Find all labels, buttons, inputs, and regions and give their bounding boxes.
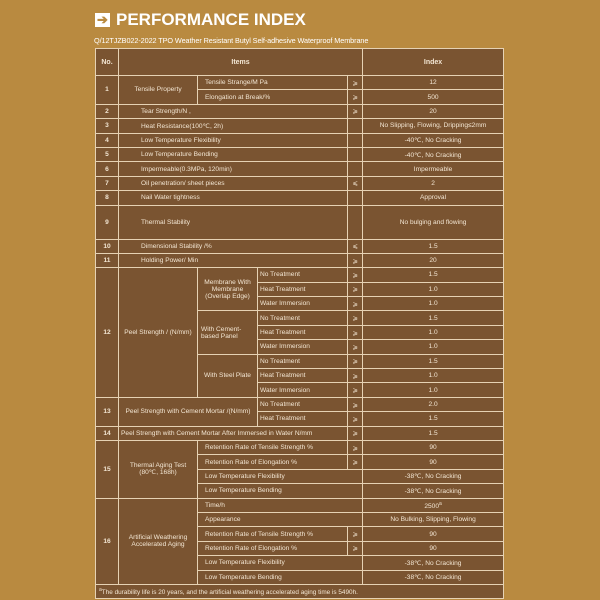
footnote-text: The durability life is 20 years, and the artificial weathering accelerated aging time is 5490h. xyxy=(101,589,358,597)
row-index: 20 xyxy=(363,104,504,118)
table-row xyxy=(96,104,504,118)
sign-empty xyxy=(348,147,363,161)
row-index: 2 xyxy=(363,176,504,190)
sign: ⩾ xyxy=(348,297,363,311)
row-group: Artificial Weathering Accelerated Aging xyxy=(119,498,198,584)
row-item: Heat Treatment xyxy=(258,412,348,426)
row-index: 2.0 xyxy=(363,397,504,411)
row-item: Water Immersion xyxy=(258,297,348,311)
index-value: 2500 xyxy=(424,502,439,510)
row-index: 500 xyxy=(363,90,504,104)
table-row xyxy=(96,176,504,190)
row-item: Heat Resistance(100℃, 2h) xyxy=(119,119,348,133)
subtitle: Q/12TJZB022-2022 TPO Weather Resistant Butyl Self-adhesive Waterproof Membrane xyxy=(94,36,369,45)
row-item: Retention Rate of Elongation % xyxy=(198,455,348,469)
row-index: 1.0 xyxy=(363,297,504,311)
row-no: 10 xyxy=(96,239,119,253)
table-row xyxy=(96,133,504,147)
sign: ⩽ xyxy=(348,176,363,190)
row-group: Thermal Aging Test (80℃, 168h) xyxy=(119,440,198,498)
row-index: 90 xyxy=(363,440,504,454)
sign-empty xyxy=(348,119,363,133)
row-no: 11 xyxy=(96,253,119,267)
row-item: Impermeable(0.3MPa, 120min) xyxy=(119,162,348,176)
sign-empty xyxy=(348,133,363,147)
row-item: Low Temperature Flexibility xyxy=(198,556,363,570)
row-item: Thermal Stability xyxy=(119,205,348,239)
row-no: 14 xyxy=(96,426,119,440)
row-group: Peel Strength with Cement Mortar /(N/mm) xyxy=(119,397,258,426)
sign: ⩾ xyxy=(348,311,363,325)
row-item: Retention Rate of Elongation % xyxy=(198,541,348,555)
row-item: No Treatment xyxy=(258,397,348,411)
row-subgroup: Membrane With Membrane (Overlap Edge) xyxy=(198,268,258,311)
row-item: Low Temperature Flexibility xyxy=(119,133,348,147)
row-no: 16 xyxy=(96,498,119,584)
row-index: 1.5 xyxy=(363,268,504,282)
table-row xyxy=(96,76,504,90)
sign: ⩾ xyxy=(348,268,363,282)
col-index: Index xyxy=(363,49,504,76)
row-item: Retention Rate of Tensile Strength % xyxy=(198,440,348,454)
table-row xyxy=(96,440,504,454)
table-row xyxy=(96,253,504,267)
row-item: Water Immersion xyxy=(258,340,348,354)
table-row xyxy=(96,397,504,411)
footnote-row xyxy=(96,584,504,598)
table-row xyxy=(96,147,504,161)
row-index: 90 xyxy=(363,455,504,469)
row-no: 13 xyxy=(96,397,119,426)
sign: ⩾ xyxy=(348,426,363,440)
table-header xyxy=(96,49,504,76)
table-row xyxy=(96,205,504,239)
row-item: Oil penetration/ sheet pieces xyxy=(119,176,348,190)
row-item: Retention Rate of Tensile Strength % xyxy=(198,527,348,541)
table-row xyxy=(96,119,504,133)
row-item: Nail Water tightness xyxy=(119,191,348,205)
row-item: No Treatment xyxy=(258,311,348,325)
row-index: 12 xyxy=(363,76,504,90)
row-item: Time/h xyxy=(198,498,363,512)
sign-empty xyxy=(348,162,363,176)
row-item: Dimensional Stability /% xyxy=(119,239,348,253)
row-index: 1.0 xyxy=(363,325,504,339)
table-row xyxy=(96,191,504,205)
performance-table xyxy=(95,48,504,599)
row-no: 9 xyxy=(96,205,119,239)
row-index: -40℃, No Cracking xyxy=(363,133,504,147)
sign-empty xyxy=(348,191,363,205)
row-item: Peel Strength with Cement Mortar After Immersed in Water N/mm xyxy=(119,426,348,440)
title-text: PERFORMANCE INDEX xyxy=(116,10,306,29)
footnote-mark: a xyxy=(438,500,442,507)
sign: ⩾ xyxy=(348,340,363,354)
row-item: Heat Treatment xyxy=(258,282,348,296)
table-row xyxy=(96,268,504,282)
footnote-mark: a xyxy=(99,587,102,594)
row-group: Tensile Property xyxy=(119,76,198,105)
row-subgroup: With Steel Plate xyxy=(198,354,258,397)
row-group: Peel Strength / (N/mm) xyxy=(119,268,198,398)
sign: ⩾ xyxy=(348,104,363,118)
row-index: No bulging and flowing xyxy=(363,205,504,239)
row-index: -38℃, No Cracking xyxy=(363,556,504,570)
sign: ⩽ xyxy=(348,239,363,253)
row-no: 2 xyxy=(96,104,119,118)
table-row xyxy=(96,426,504,440)
row-item: Low Temperature Bending xyxy=(198,570,363,584)
row-no: 15 xyxy=(96,440,119,498)
row-index: -38℃, No Cracking xyxy=(363,469,504,483)
row-index: 1.5 xyxy=(363,354,504,368)
row-index: -38℃, No Cracking xyxy=(363,484,504,498)
sign: ⩾ xyxy=(348,383,363,397)
row-no: 1 xyxy=(96,76,119,105)
sign: ⩾ xyxy=(348,76,363,90)
row-item: Elongation at Break/% xyxy=(198,90,348,104)
sign-empty xyxy=(348,205,363,239)
row-index: -40℃, No Cracking xyxy=(363,147,504,161)
row-index: 1.5 xyxy=(363,426,504,440)
row-item: Appearance xyxy=(198,512,363,526)
page-title xyxy=(95,10,306,30)
row-index: 1.0 xyxy=(363,282,504,296)
sign: ⩾ xyxy=(348,282,363,296)
row-index: 1.0 xyxy=(363,383,504,397)
row-index: 90 xyxy=(363,541,504,555)
sign: ⩾ xyxy=(348,527,363,541)
sign: ⩾ xyxy=(348,369,363,383)
row-index: No Slipping, Flowing, Dripping≤2mm xyxy=(363,119,504,133)
row-index: 1.5 xyxy=(363,412,504,426)
row-no: 8 xyxy=(96,191,119,205)
row-item: No Treatment xyxy=(258,354,348,368)
arrow-right-icon: ➔ xyxy=(95,13,110,27)
col-items: Items xyxy=(119,49,363,76)
row-no: 5 xyxy=(96,147,119,161)
row-no: 4 xyxy=(96,133,119,147)
row-no: 12 xyxy=(96,268,119,398)
sign: ⩾ xyxy=(348,455,363,469)
sign: ⩾ xyxy=(348,397,363,411)
sign: ⩾ xyxy=(348,541,363,555)
table-row xyxy=(96,239,504,253)
row-index: Impermeable xyxy=(363,162,504,176)
row-item: Heat Treatment xyxy=(258,369,348,383)
row-item: Low Temperature Bending xyxy=(119,147,348,161)
sign: ⩾ xyxy=(348,354,363,368)
row-item: Tensile Strange/M Pa xyxy=(198,76,348,90)
row-index: 20 xyxy=(363,253,504,267)
col-no: No. xyxy=(96,49,119,76)
row-item: No Treatment xyxy=(258,268,348,282)
row-no: 7 xyxy=(96,176,119,190)
row-index xyxy=(363,498,504,512)
row-no: 3 xyxy=(96,119,119,133)
row-item: Tear Strength/N , xyxy=(119,104,348,118)
row-item: Heat Treatment xyxy=(258,325,348,339)
row-index: 1.5 xyxy=(363,239,504,253)
footnote xyxy=(96,584,504,598)
row-item: Water Immersion xyxy=(258,383,348,397)
row-item: Low Temperature Flexibility xyxy=(198,469,363,483)
row-item: Holding Power/ Min xyxy=(119,253,348,267)
table-row xyxy=(96,498,504,512)
sign: ⩾ xyxy=(348,325,363,339)
row-item: Low Temperature Bending xyxy=(198,484,363,498)
sign: ⩾ xyxy=(348,412,363,426)
row-index: -38℃, No Cracking xyxy=(363,570,504,584)
row-subgroup: With Cement-based Panel xyxy=(198,311,258,354)
row-index: 1.5 xyxy=(363,311,504,325)
row-index: Approval xyxy=(363,191,504,205)
row-no: 6 xyxy=(96,162,119,176)
row-index: No Bulking, Slipping, Flowing xyxy=(363,512,504,526)
sign: ⩾ xyxy=(348,440,363,454)
table-row xyxy=(96,162,504,176)
row-index: 1.0 xyxy=(363,369,504,383)
row-index: 90 xyxy=(363,527,504,541)
row-index: 1.0 xyxy=(363,340,504,354)
sign: ⩾ xyxy=(348,253,363,267)
sign: ⩾ xyxy=(348,90,363,104)
